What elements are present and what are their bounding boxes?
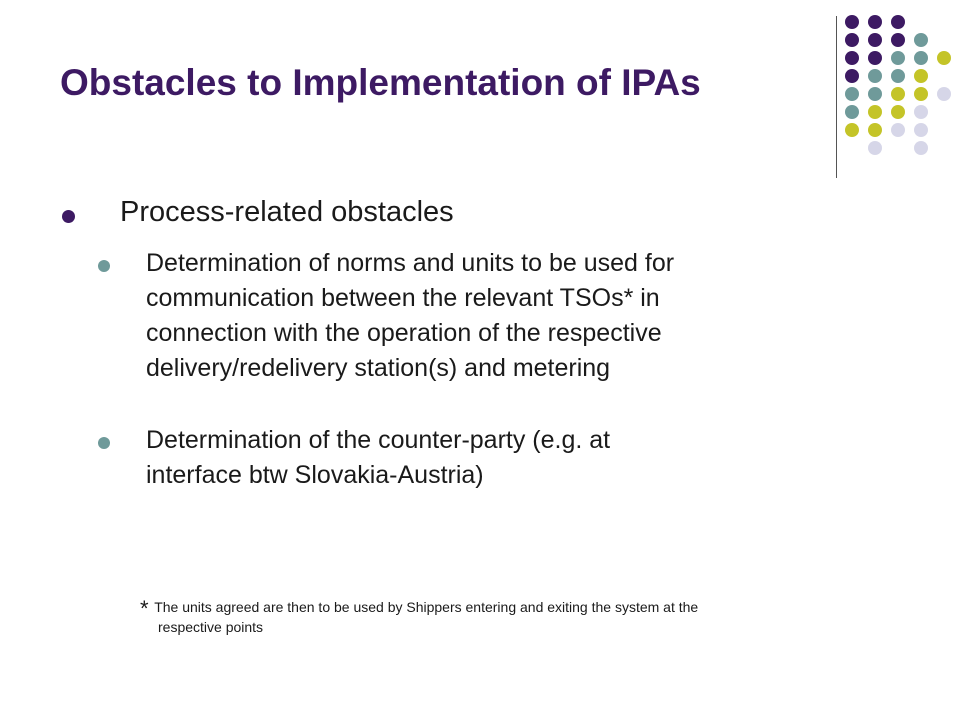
slide-title: Obstacles to Implementation of IPAs [60,62,701,103]
decor-dot [868,123,882,137]
decor-dot [868,15,882,29]
sub-bullet-line: Determination of the counter-party (e.g. at [146,426,611,454]
decor-dot [891,105,905,119]
decor-dot [914,69,928,83]
decor-dot [891,15,905,29]
decor-dot [914,141,928,155]
sub-bullet-line: connection with the operation of the respective [146,319,662,347]
decor-dot [891,87,905,101]
sub-bullet-text [146,246,866,386]
decor-dot [868,51,882,65]
decor-dot [868,105,882,119]
footnote-line: The units agreed are then to be used by Shippers entering and exiting the system at the [154,599,699,615]
sub-bullet-line: communication between the relevant TSOs* in [146,284,660,312]
divider-line [836,16,837,178]
decor-dot [845,51,859,65]
decor-dot [914,87,928,101]
decor-dot [891,51,905,65]
decor-dot [845,15,859,29]
decor-dot [845,69,859,83]
decor-dot [914,123,928,137]
decor-dot [891,33,905,47]
sub-bullet-line: delivery/redelivery station(s) and metering [146,354,611,382]
decor-dot [914,33,928,47]
decor-dot [868,141,882,155]
decor-dot [868,69,882,83]
decor-dot [845,87,859,101]
decor-dot [914,105,928,119]
decor-dot [845,123,859,137]
decor-dot [937,51,951,65]
decor-dot [914,51,928,65]
footnote [140,598,860,637]
decor-dot [891,69,905,83]
sub-bullet-text [146,423,866,493]
sub-bullet-line: Determination of norms and units to be used for [146,249,675,277]
footnote-marker: * [140,596,149,621]
decor-dot [868,33,882,47]
decor-dot [868,87,882,101]
decor-dot [891,123,905,137]
heading-bullet-text: Process-related obstacles [120,196,454,228]
sub-bullet-line: interface btw Slovakia-Austria) [146,461,484,489]
decor-dot [845,105,859,119]
bullet-marker [98,260,110,272]
decor-dot [937,87,951,101]
bullet-marker [98,437,110,449]
bullet-marker [62,210,75,223]
decor-dot [845,33,859,47]
footnote-line: respective points [158,619,264,635]
